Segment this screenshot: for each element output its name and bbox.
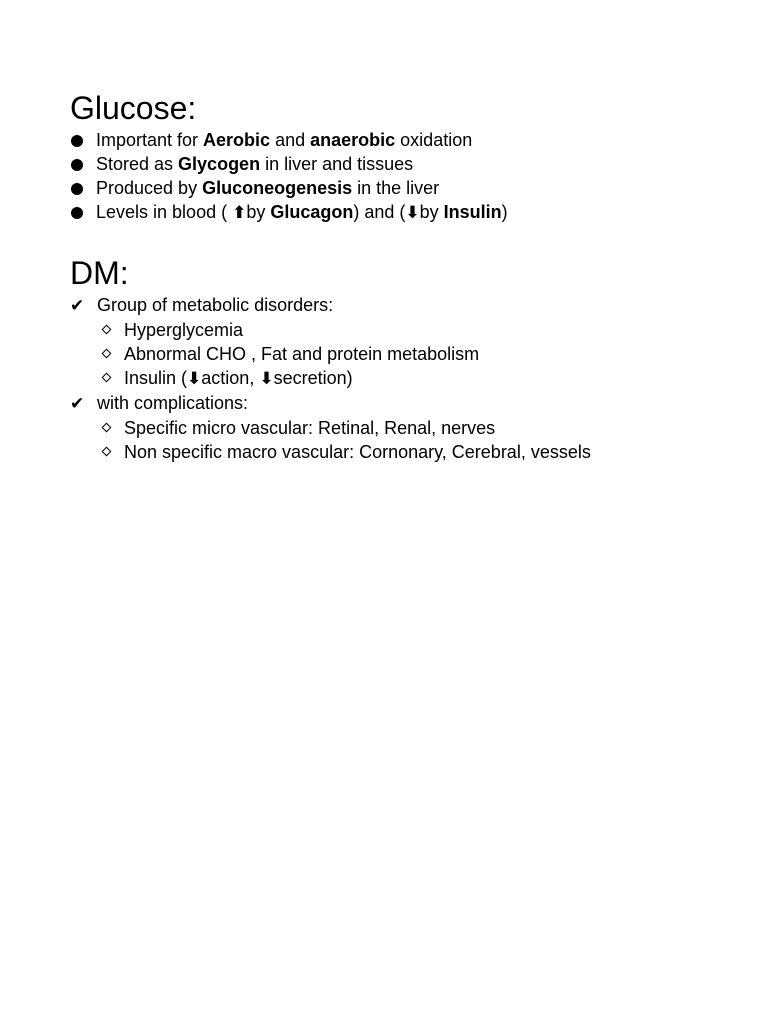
text: ) and ( <box>353 202 406 222</box>
text: in the liver <box>352 178 440 198</box>
bold-term: Gluconeogenesis <box>202 178 353 198</box>
sub-list-item <box>70 416 730 440</box>
text: Important for <box>96 130 204 150</box>
sub-list-item <box>70 318 730 342</box>
sub-list-item <box>70 342 730 366</box>
diamond-bullet-icon <box>102 373 112 383</box>
text: with complications: <box>92 393 249 413</box>
text: by <box>246 202 271 222</box>
text: Non specific macro vascular: Cornonary, Cerebral, vessels <box>124 442 591 462</box>
text: Produced by <box>96 178 203 198</box>
text: and <box>270 130 311 150</box>
text: action, <box>201 368 260 388</box>
glucose-heading: Glucose: <box>70 90 197 126</box>
glucose-section <box>70 88 730 225</box>
diamond-bullet-icon <box>102 349 112 359</box>
glucose-bullet-list <box>70 128 730 225</box>
bold-term: Insulin <box>443 202 502 222</box>
dm-heading: DM: <box>70 255 129 291</box>
text: Abnormal CHO , Fat and protein metabolism <box>124 344 480 364</box>
checkmark-icon: ✔ <box>70 394 85 413</box>
bold-term: anaerobic <box>310 130 396 150</box>
document-page <box>70 88 730 464</box>
sub-list-item <box>70 366 730 391</box>
dm-section <box>70 253 730 464</box>
bullet-dot-icon <box>71 159 83 171</box>
diamond-bullet-icon <box>102 325 112 335</box>
check-item-complications <box>70 391 730 416</box>
text: oxidation <box>395 130 473 150</box>
bullet-dot-icon <box>71 135 83 147</box>
text: Stored as <box>96 154 179 174</box>
text: Insulin ( <box>124 368 188 388</box>
bullet-dot-icon <box>71 207 83 219</box>
arrow-down-icon: ⬇ <box>187 369 202 388</box>
list-item <box>70 176 730 200</box>
check-item-group <box>70 293 730 318</box>
text: Hyperglycemia <box>124 320 244 340</box>
checkmark-icon: ✔ <box>70 296 85 315</box>
bold-term: Glucagon <box>270 202 354 222</box>
text: ) <box>501 202 508 222</box>
text: Levels in blood ( <box>96 202 233 222</box>
bold-term: Aerobic <box>203 130 271 150</box>
list-item <box>70 200 730 225</box>
bold-term: Glycogen <box>178 154 261 174</box>
text: secretion) <box>273 368 353 388</box>
list-item <box>70 128 730 152</box>
text: by <box>419 202 444 222</box>
sub-list-item <box>70 440 730 464</box>
diamond-bullet-icon <box>102 423 112 433</box>
list-item <box>70 152 730 176</box>
text: in liver and tissues <box>260 154 414 174</box>
diamond-bullet-icon <box>102 447 112 457</box>
arrow-up-icon: ⬆ <box>232 203 247 222</box>
arrow-down-icon: ⬇ <box>259 369 274 388</box>
text: Specific micro vascular: Retinal, Renal, nerves <box>124 418 496 438</box>
text: Group of metabolic disorders: <box>92 295 334 315</box>
arrow-down-icon: ⬇ <box>405 203 420 222</box>
bullet-dot-icon <box>71 183 83 195</box>
